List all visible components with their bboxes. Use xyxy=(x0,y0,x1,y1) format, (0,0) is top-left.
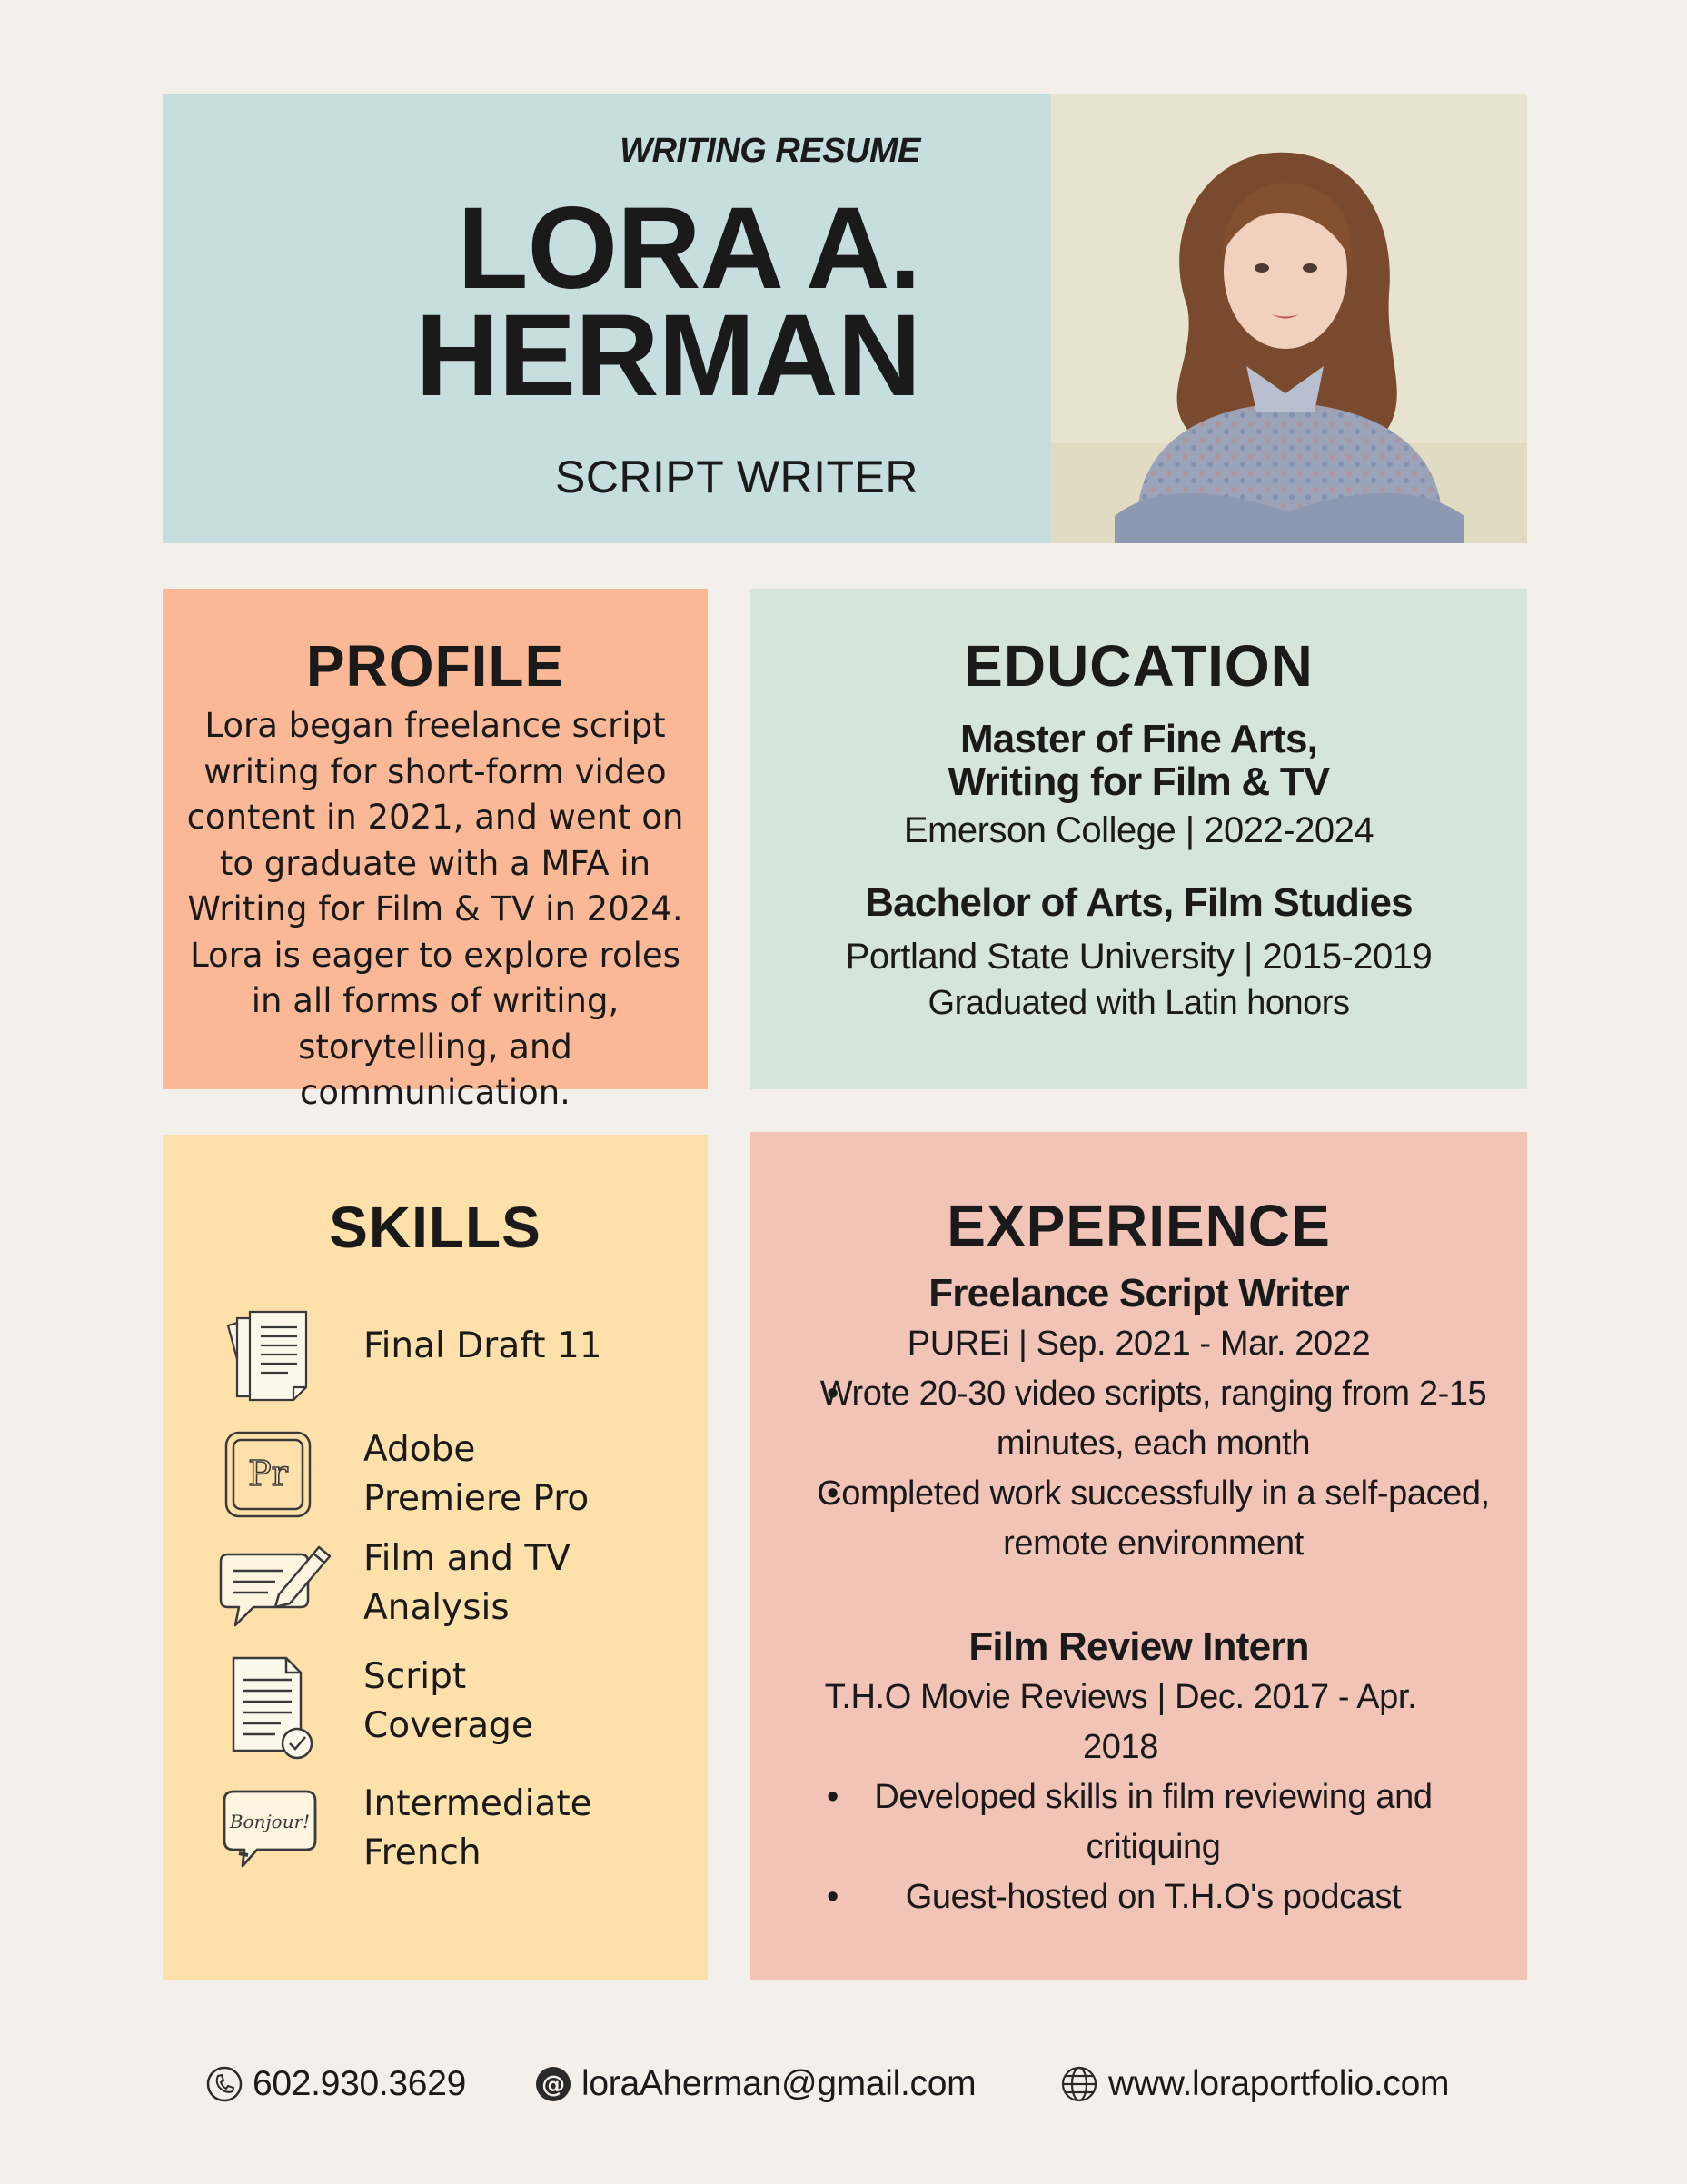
skill-label-line1: Final Draft 11 xyxy=(363,1325,602,1366)
email-contact[interactable] xyxy=(534,2057,976,2111)
checklist-icon xyxy=(221,1653,321,1762)
candidate-name-line1: LORA A. xyxy=(457,184,920,313)
job-role: SCRIPT WRITER xyxy=(554,452,918,502)
speech-bubble-pencil-icon xyxy=(217,1534,335,1634)
premiere-pro-icon xyxy=(221,1425,312,1525)
education-heading: EDUCATION xyxy=(964,633,1314,699)
bonjour-bubble-icon xyxy=(221,1780,321,1880)
skill-label-line2: Coverage xyxy=(363,1705,533,1746)
job-bullet: • Guest-hosted on T.H.O's podcast xyxy=(750,1872,1527,1922)
skill-label-line2: Analysis xyxy=(363,1587,510,1628)
skills-section xyxy=(163,1135,708,1980)
job-bullets xyxy=(750,1369,1527,1569)
education-section xyxy=(750,589,1527,1089)
education-entry xyxy=(750,718,1527,854)
job-entry xyxy=(750,1622,1527,1922)
skill-label xyxy=(363,1322,602,1371)
skill-item xyxy=(163,1307,708,1416)
skill-label-line1: Intermediate xyxy=(363,1783,592,1824)
globe-icon xyxy=(1059,2064,1099,2104)
profile-summary: Lora began freelance script writing for short-form video content in 2021, and went on to graduate with a MFA in Writing for Film & TV in 2024. Lora is eager to explore roles in all forms of writing, storytelling, and communication. xyxy=(186,706,684,1112)
skill-label xyxy=(363,1653,533,1751)
skill-label-line2: Premiere Pro xyxy=(363,1478,590,1519)
portrait-photo xyxy=(1051,94,1527,543)
job-bullet: • Wrote 20-30 video scripts, ranging from 2-15 minutes, each month xyxy=(750,1369,1527,1469)
profile-heading: PROFILE xyxy=(305,633,565,699)
skill-label xyxy=(363,1425,589,1524)
degree-title: Writing for Film & TV xyxy=(948,759,1330,804)
phone-number: 602.930.3629 xyxy=(253,2064,466,2103)
website-url: www.loraportfolio.com xyxy=(1108,2064,1450,2103)
skill-label xyxy=(363,1534,571,1633)
bonjour-icon-text: Bonjour! xyxy=(229,1811,311,1832)
phone-icon xyxy=(205,2065,243,2103)
website-contact[interactable] xyxy=(1059,2057,1449,2111)
job-bullet: • Developed skills in film reviewing and critiquing xyxy=(750,1772,1527,1872)
skill-label xyxy=(363,1780,592,1878)
svg-text:@: @ xyxy=(541,2071,565,2099)
candidate-name xyxy=(415,184,920,421)
job-bullets xyxy=(750,1772,1527,1922)
skill-label-line1: Film and TV xyxy=(363,1538,571,1579)
skill-item xyxy=(163,1653,708,1762)
school-and-years: Emerson College | 2022-2024 xyxy=(903,810,1374,850)
experience-heading: EXPERIENCE xyxy=(947,1193,1331,1258)
degree-title: Master of Fine Arts, xyxy=(959,717,1318,761)
job-title: Film Review Intern xyxy=(968,1624,1309,1669)
skills-heading: SKILLS xyxy=(329,1195,541,1260)
education-entry xyxy=(750,881,1527,1026)
documents-icon xyxy=(221,1307,312,1407)
premiere-pro-icon-text: Pr xyxy=(248,1454,288,1494)
job-company-dates: PUREi | Sep. 2021 - Mar. 2022 xyxy=(907,1325,1371,1363)
profile-section xyxy=(163,589,708,1112)
skill-item xyxy=(163,1425,708,1534)
email-at-icon xyxy=(534,2065,572,2103)
resume-tag: WRITING RESUME xyxy=(620,132,920,170)
skill-label-line2: French xyxy=(363,1832,481,1873)
honors-note: Graduated with Latin honors xyxy=(928,984,1350,1022)
skill-item xyxy=(163,1534,708,1643)
school-and-years: Portland State University | 2015-2019 xyxy=(845,937,1433,977)
email-address: loraAherman@gmail.com xyxy=(581,2064,977,2103)
job-company-dates: T.H.O Movie Reviews | Dec. 2017 - Apr. 2018 xyxy=(824,1678,1417,1766)
experience-section xyxy=(750,1132,1527,1980)
job-entry xyxy=(750,1268,1527,1569)
phone-contact[interactable] xyxy=(205,2057,466,2111)
job-bullet: • Completed work successfully in a self-paced, remote environment xyxy=(750,1469,1527,1569)
header-banner xyxy=(163,94,1051,543)
skill-item xyxy=(163,1780,708,1889)
skill-label-line1: Script xyxy=(363,1656,467,1697)
job-title: Freelance Script Writer xyxy=(928,1271,1349,1315)
portrait-illustration xyxy=(1051,94,1527,543)
skill-label-line1: Adobe xyxy=(363,1429,476,1470)
candidate-name-line2: HERMAN xyxy=(415,291,920,421)
degree-title: Bachelor of Arts, Film Studies xyxy=(865,880,1413,925)
